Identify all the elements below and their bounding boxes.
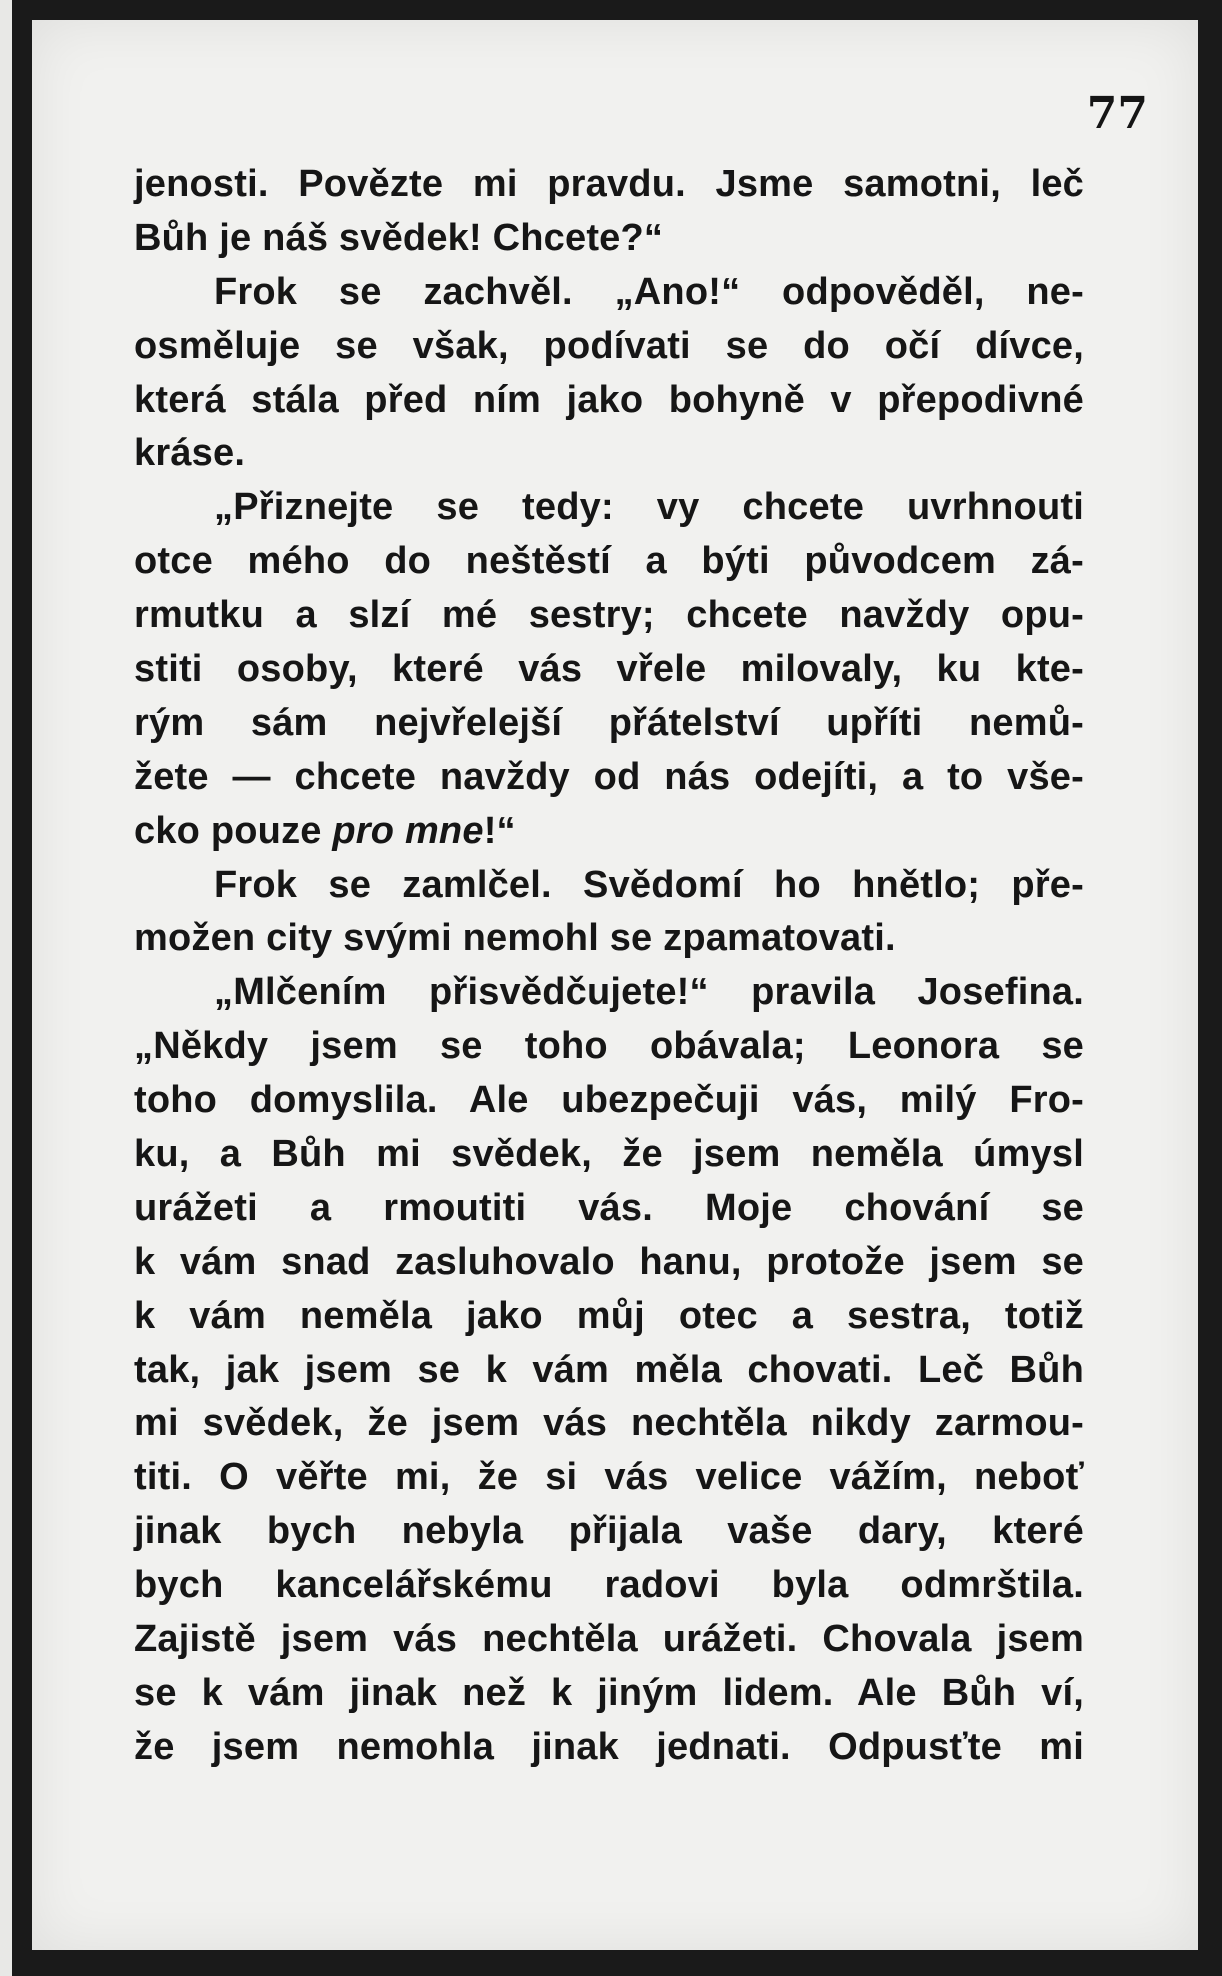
text-line-content: „Mlčením přisvědčujete!“ pravila Josefina.: [214, 971, 1084, 1014]
text-line: [134, 1667, 1084, 1721]
text-line-content: cko pouze: [134, 809, 333, 852]
text-line: [134, 1397, 1084, 1451]
text-line-content: Zajistě jsem vás nechtěla urážeti. Chovala jsem: [134, 1618, 1084, 1661]
text-line: [134, 212, 1084, 266]
text-line: [134, 1344, 1084, 1398]
text-line-content: která stála před ním jako bohyně v přepodivné: [134, 378, 1084, 421]
text-line-content: „Někdy jsem se toho obávala; Leonora se: [134, 1025, 1084, 1068]
text-line-content: titi. O věřte mi, že si vás velice vážím, neboť: [134, 1456, 1084, 1499]
text-line: [134, 1074, 1084, 1128]
text-line-content: žete — chcete navždy od nás odejíti, a to vše-: [134, 755, 1084, 798]
page-number: 77: [1086, 88, 1148, 139]
text-line-content: jinak bych nebyla přijala vaše dary, které: [134, 1510, 1084, 1553]
text-line-content: ku, a Bůh mi svědek, že jsem neměla úmysl: [134, 1133, 1084, 1176]
text-line-content: otce mého do neštěstí a býti původcem zá-: [134, 540, 1084, 583]
text-line: [134, 1451, 1084, 1505]
text-line-content: jenosti. Povězte mi pravdu. Jsme samotni, leč: [134, 163, 1084, 205]
text-line-content: tak, jak jsem se k vám měla chovati. Leč Bůh: [134, 1348, 1084, 1391]
text-line: [134, 1182, 1084, 1236]
text-line: [134, 859, 1084, 913]
text-line-content: Frok se zachvěl. „Ano!“ odpověděl, ne-: [214, 270, 1084, 313]
text-line: [134, 966, 1084, 1020]
text-line: [134, 697, 1084, 751]
text-line: [134, 1128, 1084, 1182]
text-line-content: Bůh je náš svědek! Chcete?“: [134, 216, 664, 259]
text-line: [134, 481, 1084, 535]
text-line: [134, 1290, 1084, 1344]
text-line-content: k vám neměla jako můj otec a sestra, totiž: [134, 1294, 1084, 1337]
text-line: [134, 158, 1084, 212]
text-line: [134, 266, 1084, 320]
text-line-content: že jsem nemohla jinak jednati. Odpusťte mi: [134, 1725, 1084, 1768]
text-line-content: rmutku a slzí mé sestry; chcete navždy opu-: [134, 594, 1084, 637]
text-line: [134, 1505, 1084, 1559]
text-line-content: stiti osoby, které vás vřele milovaly, ku kte-: [134, 648, 1084, 691]
text-line-content: urážeti a rmoutiti vás. Moje chování se: [134, 1186, 1084, 1229]
text-line: [134, 589, 1084, 643]
book-page: [32, 20, 1198, 1950]
text-line: [134, 1613, 1084, 1667]
text-line: [134, 320, 1084, 374]
text-line: [134, 374, 1084, 428]
text-line-content: „Přiznejte se tedy: vy chcete uvrhnouti: [214, 486, 1084, 529]
text-line-content: osměluje se však, podívati se do očí dívce,: [134, 324, 1084, 367]
text-line: [134, 1236, 1084, 1290]
text-line-content: se k vám jinak než k jiným lidem. Ale Bůh ví,: [134, 1671, 1084, 1714]
text-line: [134, 912, 1084, 966]
emphasized-text: pro mne: [332, 809, 484, 852]
text-line-content: možen city svými nemohl se zpamatovati.: [134, 917, 896, 960]
text-line-content: rým sám nejvřelejší přátelství upříti nemů-: [134, 701, 1084, 744]
text-line-tail: !“: [483, 809, 516, 852]
text-line: [134, 751, 1084, 805]
text-line-content: mi svědek, že jsem vás nechtěla nikdy zarmou-: [134, 1402, 1084, 1445]
text-line-content: bych kancelářskému radovi byla odmrštila.: [134, 1564, 1084, 1607]
text-line-content: kráse.: [134, 432, 246, 475]
adjacent-page-edge: [0, 0, 12, 1976]
page-body-text: [134, 158, 1084, 1775]
text-line: [134, 1559, 1084, 1613]
text-line-content: toho domyslila. Ale ubezpečuji vás, milý Fro-: [134, 1079, 1084, 1122]
text-line: [134, 643, 1084, 697]
text-line-content: k vám snad zasluhovalo hanu, protože jsem se: [134, 1240, 1084, 1283]
text-line-content: Frok se zamlčel. Svědomí ho hnětlo; pře-: [214, 863, 1084, 906]
text-line: [134, 535, 1084, 589]
text-line: [134, 1020, 1084, 1074]
text-line: [134, 427, 1084, 481]
text-line: [134, 1721, 1084, 1775]
text-line: [134, 805, 1084, 859]
